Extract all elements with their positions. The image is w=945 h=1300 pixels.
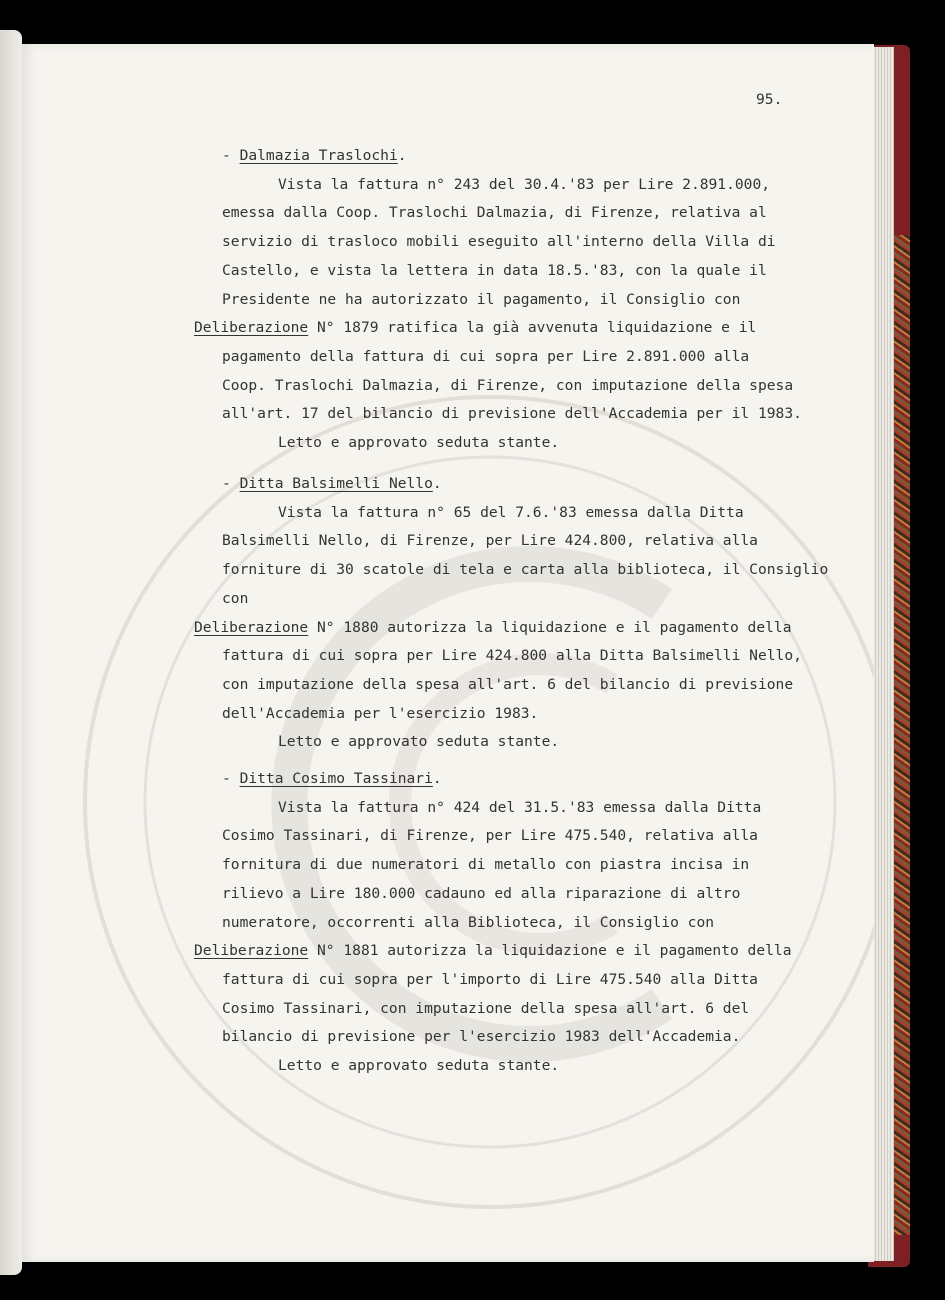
body-line-text: Balsimelli Nello, di Firenze, per Lire 424.800, relativa alla — [222, 532, 758, 550]
section-heading — [222, 146, 407, 166]
deliberation-body-text: Cosimo Tassinari, con imputazione della spesa all'art. 6 del — [222, 999, 750, 1017]
body-line-text: Castello, e vista la lettera in data 18.5.'83, con la quale il — [222, 261, 767, 279]
body-line — [222, 261, 767, 281]
body-line — [222, 855, 749, 875]
body-line — [222, 826, 758, 846]
deliberation-line — [194, 941, 791, 961]
closing-line — [278, 1056, 559, 1076]
closing-line — [278, 732, 559, 752]
deliberation-body-line — [222, 1027, 740, 1047]
section-heading — [222, 769, 442, 789]
deliberation-label: Deliberazione — [194, 942, 309, 960]
body-line-text: forniture di 30 scatole di tela e carta alla biblioteca, il Consiglio — [222, 561, 829, 579]
deliberation-body-line — [222, 646, 802, 666]
marbled-edge — [894, 235, 910, 1235]
page-number — [756, 90, 782, 110]
body-line — [278, 503, 744, 523]
deliberation-body-text: pagamento della fattura di cui sopra per Lire 2.891.000 alla — [222, 347, 750, 365]
deliberation-body-line — [222, 376, 793, 396]
body-line — [222, 560, 828, 580]
deliberation-body-line — [222, 970, 758, 990]
heading-period: . — [432, 770, 442, 787]
deliberation-body-text: fattura di cui sopra per Lire 424.800 alla Ditta Balsimelli Nello, — [222, 647, 802, 665]
deliberation-body-line — [222, 704, 538, 724]
body-line-text: Vista la fattura n° 243 del 30.4.'83 per Lire 2.891.000, — [278, 175, 771, 193]
body-line-text: Vista la fattura n° 65 del 7.6.'83 emessa dalla Ditta — [278, 503, 744, 521]
deliberation-body-text: bilancio di previsione per l'esercizio 1983 dell'Accademia. — [222, 1028, 741, 1046]
body-line-text: Cosimo Tassinari, di Firenze, per Lire 475.540, relativa alla — [222, 827, 758, 845]
heading-dash: - — [222, 770, 240, 787]
body-line — [278, 175, 770, 195]
deliberation-body-text: all'art. 17 del bilancio di previsione dell'Accademia per il 1983. — [222, 405, 802, 423]
section-heading — [222, 474, 442, 494]
heading-period: . — [432, 475, 442, 492]
deliberation-body-text: Coop. Traslochi Dalmazia, di Firenze, con imputazione della spesa — [222, 376, 794, 394]
deliberation-body-text: fattura di cui sopra per l'importo di Lire 475.540 alla Ditta — [222, 970, 758, 988]
body-line-text: rilievo a Lire 180.000 cadauno ed alla riparazione di altro — [222, 884, 741, 902]
heading-dash: - — [222, 147, 240, 164]
closing-line — [278, 433, 559, 453]
deliberation-body-line — [222, 675, 793, 695]
body-line — [222, 203, 767, 223]
body-line-text: con — [222, 589, 249, 607]
body-line — [278, 798, 761, 818]
deliberation-line — [194, 618, 791, 638]
facing-page-edge — [0, 30, 22, 1275]
deliberation-text: N° 1881 autorizza la liquidazione e il pagamento della — [308, 942, 792, 960]
page-number-text: 95. — [756, 91, 783, 108]
closing-text: Letto e approvato seduta stante. — [278, 733, 560, 751]
deliberation-label: Deliberazione — [194, 319, 309, 337]
body-line — [222, 913, 714, 933]
body-line-text: numeratore, occorrenti alla Biblioteca, il Consiglio con — [222, 913, 715, 931]
deliberation-line — [194, 318, 756, 338]
heading-title: Dalmazia Traslochi — [239, 147, 398, 164]
deliberation-body-line — [222, 404, 802, 424]
closing-text: Letto e approvato seduta stante. — [278, 1057, 560, 1074]
heading-period: . — [397, 147, 407, 164]
body-line — [222, 884, 740, 904]
deliberation-label: Deliberazione — [194, 618, 309, 636]
heading-title: Ditta Balsimelli Nello — [239, 475, 433, 492]
deliberation-text: N° 1880 autorizza la liquidazione e il pagamento della — [308, 618, 792, 636]
deliberation-body-line — [222, 347, 749, 367]
body-line — [222, 232, 776, 252]
body-line-text: emessa dalla Coop. Traslochi Dalmazia, di Firenze, relativa al — [222, 204, 767, 222]
body-line-text: fornitura di due numeratori di metallo con piastra incisa in — [222, 856, 750, 874]
closing-text: Letto e approvato seduta stante. — [278, 434, 560, 451]
body-line — [222, 531, 758, 551]
body-line-text: servizio di trasloco mobili eseguito all'interno della Villa di — [222, 233, 776, 251]
heading-dash: - — [222, 475, 240, 492]
heading-title: Ditta Cosimo Tassinari — [239, 770, 433, 787]
body-line — [222, 290, 740, 310]
deliberation-text: N° 1879 ratifica la già avvenuta liquidazione e il — [308, 319, 757, 337]
deliberation-body-text: dell'Accademia per l'esercizio 1983. — [222, 704, 539, 722]
body-line-text: Vista la fattura n° 424 del 31.5.'83 emessa dalla Ditta — [278, 798, 762, 816]
deliberation-body-text: con imputazione della spesa all'art. 6 del bilancio di previsione — [222, 675, 794, 693]
body-line-text: Presidente ne ha autorizzato il pagamento, il Consiglio con — [222, 290, 741, 308]
document-page — [22, 44, 874, 1262]
deliberation-body-line — [222, 999, 749, 1019]
body-line — [222, 589, 248, 609]
